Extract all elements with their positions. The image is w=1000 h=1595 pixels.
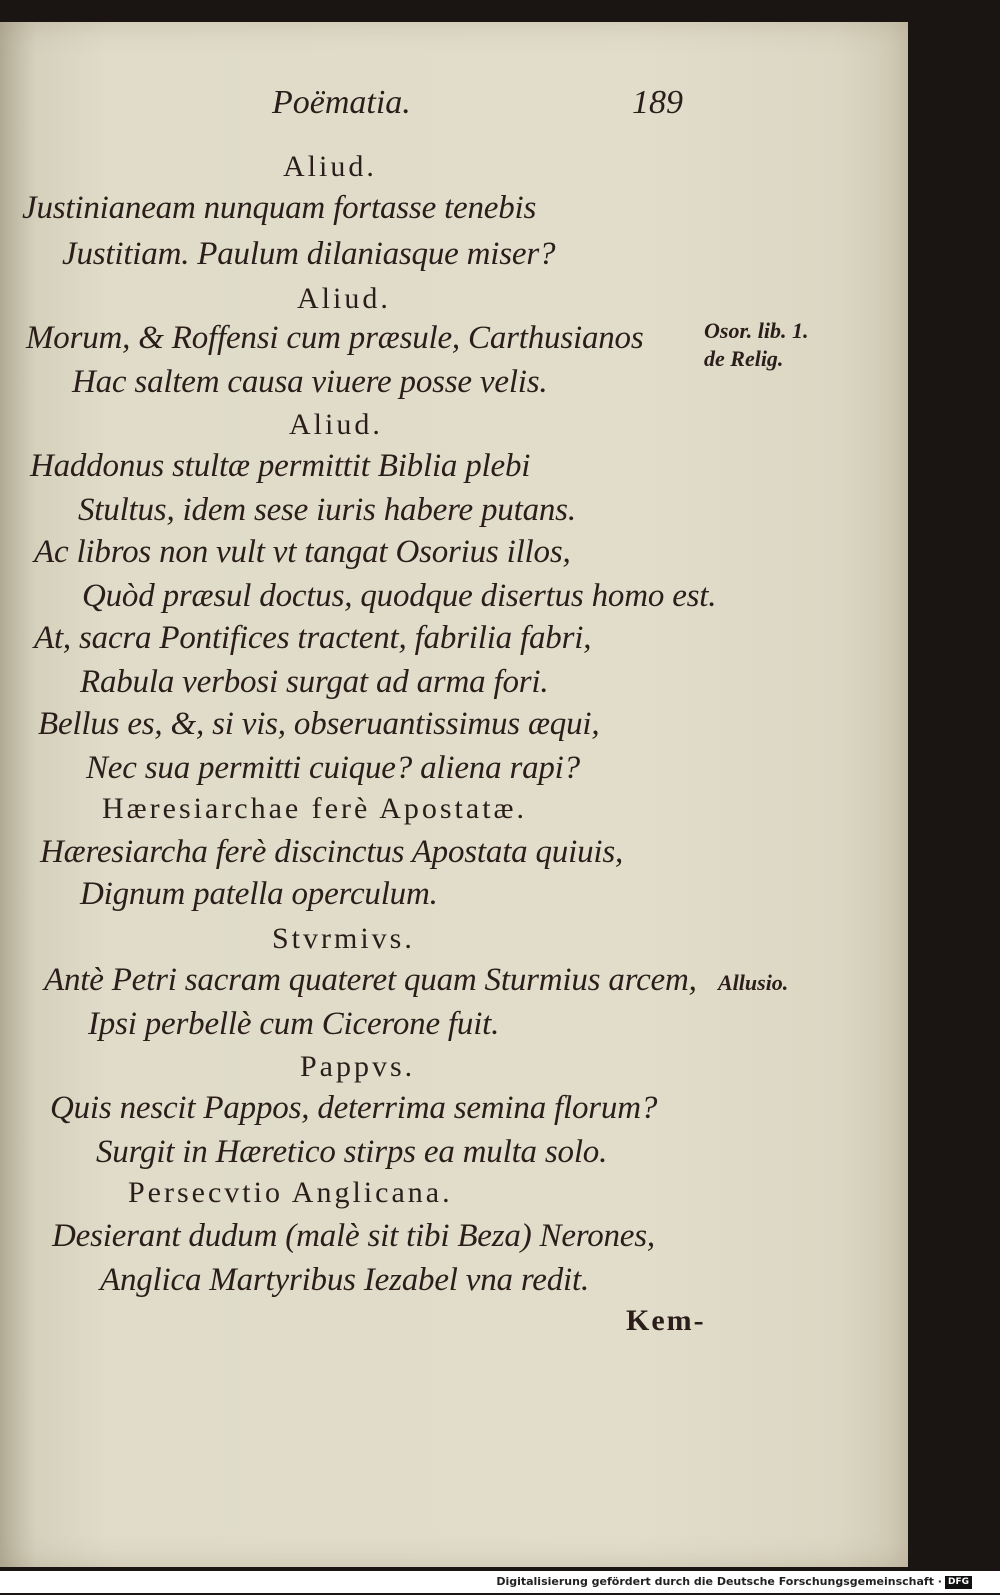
verse-line: Quòd præsul doctus, quodque disertus homo est.: [82, 578, 717, 614]
verse-line: At, sacra Pontifices tractent, fabrilia fabri,: [34, 620, 592, 656]
verse-line: Quis nescit Pappos, deterrima semina florum?: [50, 1090, 658, 1126]
margin-note: Allusio.: [718, 970, 789, 995]
verse-line: Antè Petri sacram quateret quam Sturmius arcem,: [44, 962, 697, 998]
verse-line: Justitiam. Paulum dilaniasque miser?: [62, 236, 556, 272]
catchword: Kem-: [626, 1304, 706, 1337]
verse-line: Dignum patella operculum.: [80, 876, 438, 912]
verse-line: Haddonus stultæ permittit Biblia plebi: [30, 448, 531, 484]
verse-line: Stultus, idem sese iuris habere putans.: [78, 492, 576, 528]
footer-credit: [0, 1571, 1000, 1593]
margin-note: Osor. lib. 1.: [704, 318, 809, 343]
verse-line: Ac libros non vult vt tangat Osorius illos,: [34, 534, 571, 570]
running-title: Poëmatia.: [272, 84, 411, 121]
verse-line: Rabula verbosi surgat ad arma fori.: [80, 664, 549, 700]
margin-note: de Relig.: [704, 346, 784, 371]
verse-line: Nec sua permitti cuique? aliena rapi?: [86, 750, 580, 786]
verse-line: Surgit in Hæretico stirps ea multa solo.: [96, 1134, 608, 1170]
verse-line: Morum, & Roffensi cum præsule, Carthusianos: [26, 320, 644, 356]
verse-line: Desierant dudum (malè sit tibi Beza) Nerones,: [52, 1218, 655, 1254]
verse-line: Justinianeam nunquam fortasse tenebis: [22, 190, 537, 226]
verse-line: Ipsi perbellè cum Cicerone fuit.: [88, 1006, 500, 1042]
poem-heading: Aliud.: [297, 282, 391, 315]
poem-heading: Stvrmivs.: [272, 922, 415, 955]
poem-heading: Persecvtio Anglicana.: [128, 1176, 453, 1209]
verse-line: Hac saltem causa viuere posse velis.: [72, 364, 548, 400]
poem-heading: Aliud.: [289, 408, 383, 441]
footer-text: Digitalisierung gefördert durch die Deutsche Forschungsgemeinschaft ·: [496, 1575, 942, 1588]
poem-heading: Hæresiarchae ferè Apostatæ.: [102, 792, 528, 825]
verse-line: Bellus es, &, si vis, obseruantissimus æqui,: [38, 706, 600, 742]
poem-heading: Aliud.: [283, 150, 377, 183]
verse-line: Hæresiarcha ferè discinctus Apostata quiuis,: [40, 834, 624, 870]
verse-line: Anglica Martyribus Iezabel vna redit.: [100, 1262, 590, 1298]
page-number: 189: [632, 84, 683, 121]
dfg-logo: DFG: [945, 1576, 972, 1589]
poem-heading: Pappvs.: [300, 1050, 416, 1083]
